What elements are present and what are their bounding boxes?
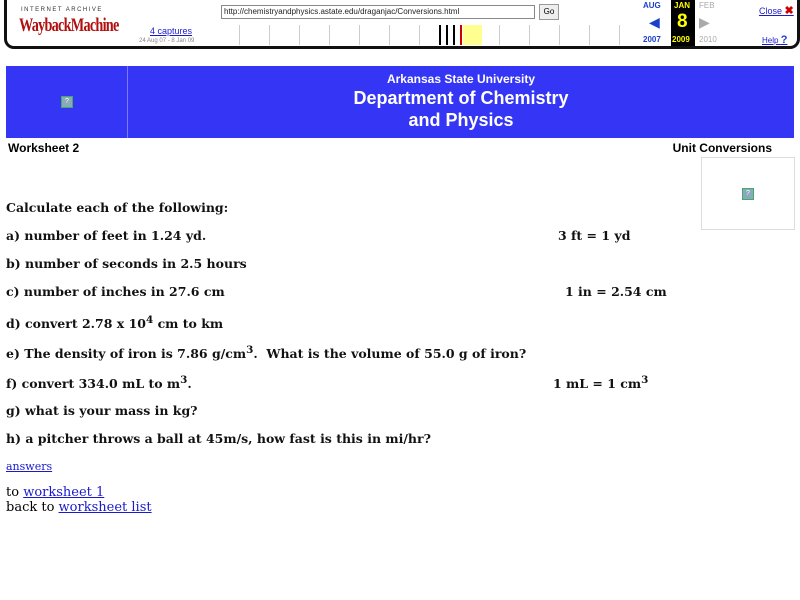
image-box xyxy=(701,157,795,230)
wayback-logo[interactable]: WaybackMachine xyxy=(19,15,119,36)
help-label[interactable]: Help xyxy=(762,36,779,45)
current-month: JAN xyxy=(674,1,691,10)
url-input[interactable]: http://chemistryandphysics.astate.edu/draganjac/Conversions.html xyxy=(221,5,535,19)
footer-text: back to xyxy=(6,500,59,515)
broken-image-icon: ? xyxy=(742,188,754,200)
help-icon[interactable]: ? xyxy=(780,34,788,46)
intro-text: Calculate each of the following: xyxy=(6,200,229,215)
q-text: . What is the volume of 55.0 g of iron? xyxy=(253,346,527,362)
close-label[interactable]: Close xyxy=(759,6,783,16)
prev-year[interactable]: 2007 xyxy=(643,35,661,44)
question-c: c) number of inches in 27.6 cm xyxy=(6,284,225,299)
broken-image-icon: ? xyxy=(61,96,73,108)
prev-arrow-icon[interactable]: ◀ xyxy=(649,14,660,30)
department-line-1: Department of Chemistry xyxy=(353,88,569,108)
logo-caption: INTERNET ARCHIVE xyxy=(21,7,103,13)
worksheet-list-link[interactable]: worksheet list xyxy=(58,500,152,515)
current-date xyxy=(671,0,695,46)
prev-month[interactable]: AUG xyxy=(643,1,661,10)
worksheet-1-link[interactable]: worksheet 1 xyxy=(23,485,105,500)
q-text: . xyxy=(187,376,192,392)
worksheet-title: Worksheet 2 xyxy=(8,141,80,155)
q-text: d) convert 2.78 x 10 xyxy=(6,316,146,332)
close-icon[interactable]: ✖ xyxy=(784,5,794,17)
question-e xyxy=(6,344,526,361)
answers-link[interactable]: answers xyxy=(6,460,53,473)
next-month: FEB xyxy=(699,1,715,10)
current-year: 2009 xyxy=(672,35,690,44)
fact-feet-yard: 3 ft = 1 yd xyxy=(558,228,631,243)
back-to-list xyxy=(6,500,152,515)
wayback-toolbar xyxy=(4,0,800,49)
help-link[interactable] xyxy=(762,34,787,46)
question-f xyxy=(6,374,192,391)
capture-range: 24 Aug 07 - 8 Jan 09 xyxy=(139,38,195,44)
timeline[interactable] xyxy=(229,25,634,45)
q-text: f) convert 334.0 mL to m xyxy=(6,376,181,392)
fact-text: 1 mL = 1 cm xyxy=(553,376,642,392)
go-button[interactable]: Go xyxy=(539,4,559,20)
question-d xyxy=(6,314,223,331)
next-year: 2010 xyxy=(699,35,717,44)
next-arrow-icon: ▶ xyxy=(699,14,710,30)
fact-inch-cm: 1 in = 2.54 cm xyxy=(565,284,667,299)
page-header xyxy=(6,66,794,138)
fact-sup: 3 xyxy=(641,374,649,386)
q-text: e) The density of iron is 7.86 g/cm xyxy=(6,346,247,362)
captures-link[interactable]: 4 captures xyxy=(150,26,193,36)
logo-cell xyxy=(6,66,128,138)
department-line-2: and Physics xyxy=(408,110,514,130)
fact-ml-cm3 xyxy=(553,374,648,391)
university-name: Arkansas State University xyxy=(386,72,536,86)
to-worksheet-1 xyxy=(6,485,104,500)
question-h: h) a pitcher throws a ball at 45m/s, how fast is this in mi/hr? xyxy=(6,431,431,446)
q-sup: 3 xyxy=(246,344,254,356)
question-g: g) what is your mass in kg? xyxy=(6,403,198,418)
question-a: a) number of feet in 1.24 yd. xyxy=(6,228,207,243)
q-text: cm to km xyxy=(153,316,224,332)
q-sup: 4 xyxy=(145,314,154,326)
topic-title: Unit Conversions xyxy=(672,141,772,155)
q-sup: 3 xyxy=(180,374,188,386)
current-day: 8 xyxy=(677,11,688,32)
footer-text: to xyxy=(6,485,24,500)
close-link[interactable] xyxy=(759,4,794,17)
question-b: b) number of seconds in 2.5 hours xyxy=(6,256,247,271)
